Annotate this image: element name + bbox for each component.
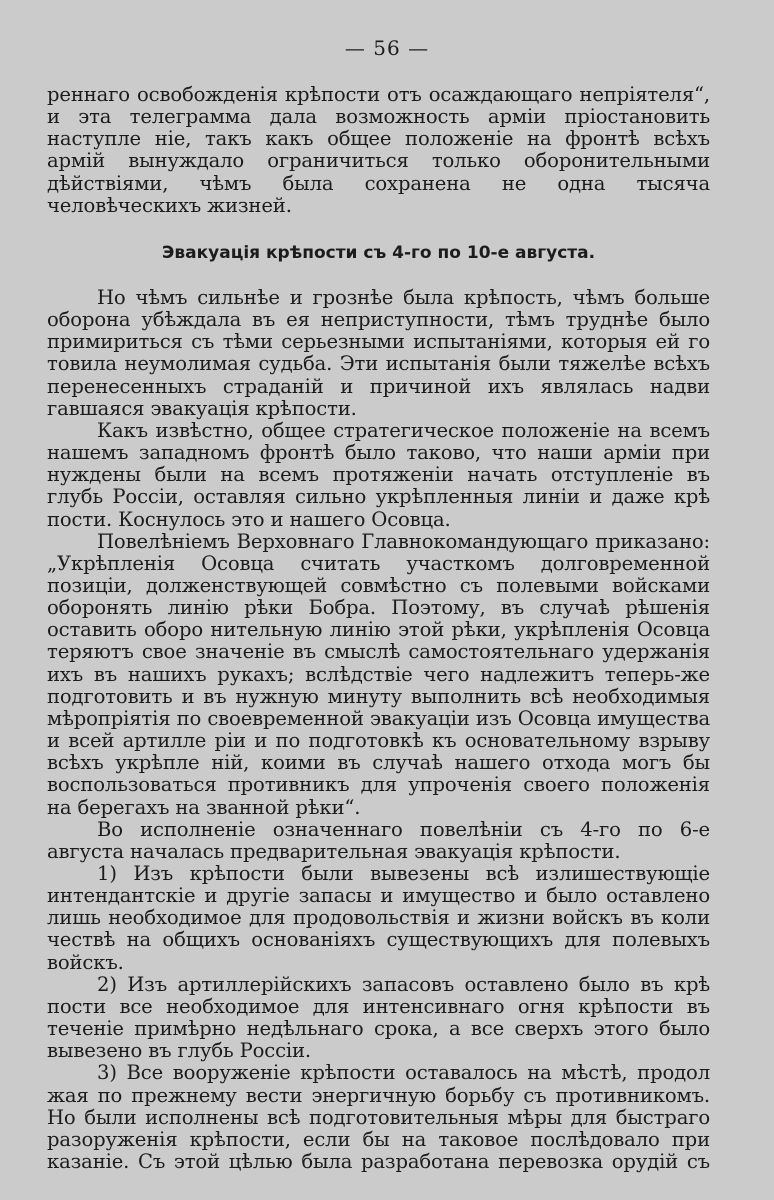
- text-line: разоруженія крѣпости, если бы на таковое послѣдовало при: [47, 1127, 710, 1151]
- text-line: жая по прежнему вести энергичную борьбу съ противникомъ.: [47, 1083, 710, 1107]
- text-line: вынуждало ограничиться только оборонительными дѣйствіями,: [47, 149, 710, 195]
- text-line: оборона убѣждала въ ея неприступности, тѣмъ труднѣе было: [47, 308, 710, 332]
- paragraph: [47, 531, 710, 819]
- text-line: „Укрѣпленія Осовца считать участкомъ долговременной позиціи,: [47, 551, 710, 597]
- numbered-paragraph: [47, 974, 710, 1063]
- text-line: глубь Россіи, оставляя сильно укрѣпленныя линіи и даже крѣ: [47, 485, 710, 509]
- text-line: Повелѣніемъ Верховнаго Главнокомандующаго приказано:: [97, 529, 710, 553]
- text-line: примириться съ тѣми серьезными испытаніями, которыя ей го: [47, 330, 710, 354]
- text-line: теченіе примѣрно недѣльнаго срока, а все сверхъ этого было: [47, 1017, 710, 1041]
- text-line: линію рѣки Бобра. Поэтому, въ случаѣ рѣшенія оставить оборо: [47, 596, 711, 642]
- text-line: Но чѣмъ сильнѣе и грознѣе была крѣпость, чѣмъ больше: [97, 285, 710, 309]
- text-line: войскъ.: [47, 950, 124, 974]
- numbered-paragraph: [47, 863, 710, 974]
- text-line: пости все необходимое для интенсивнаго огня крѣпости въ: [47, 994, 710, 1018]
- paragraph: [47, 287, 710, 420]
- text-line: своевременной эвакуаціи изъ Осовца имущества и всей артилле: [47, 706, 710, 753]
- text-line: товила неумолимая судьба. Эти испытанія были тяжелѣе всѣхъ: [47, 352, 710, 376]
- opening-paragraph: [47, 84, 710, 217]
- text-line: чѣмъ была сохранена не одна тысяча человѣческихъ жизней.: [47, 171, 710, 217]
- text-line: рукахъ; вслѣдствіе чего надлежитъ теперь-же подготовить и въ: [47, 662, 710, 708]
- paragraph: [47, 819, 710, 863]
- text-line: началась предварительная эвакуація крѣпости.: [130, 839, 621, 863]
- text-line: нужную минуту выполнить всѣ необходимыя мѣропріятія по: [47, 684, 710, 730]
- text-line: 2) Изъ артиллерійскихъ запасовъ оставлено было въ крѣ: [97, 972, 710, 996]
- text-line: 3) Все вооруженіе крѣпости оставалось на мѣстѣ, продол: [97, 1061, 710, 1085]
- text-line: реннаго освобожденія крѣпости отъ осаждающаго непріятеля“, и: [47, 83, 710, 129]
- text-line: гавшаяся эвакуація крѣпости.: [47, 396, 357, 420]
- text-line: долженствующей совмѣстно съ полевыми войсками оборонять: [47, 573, 710, 620]
- section-title: Эвакуація крѣпости съ 4-го по 10-е августа.: [161, 242, 596, 263]
- text-line: Но были исполнены всѣ подготовительныя мѣры для быстраго: [47, 1105, 710, 1129]
- text-line: нашемъ западномъ фронтѣ было таково, что наши арміи при: [47, 441, 710, 465]
- text-line: Во исполненіе означеннаго повелѣніи съ 4-го по 6-е августа: [47, 817, 710, 863]
- text-line: нительную линію этой рѣки, укрѣпленія Осовца теряютъ свое: [47, 618, 710, 664]
- text-line: интендантскіе и другіе запасы и имущество и было оставлено: [47, 884, 710, 908]
- text-line: вывезено въ глубь Россіи.: [47, 1039, 312, 1063]
- text-line: лишь необходимое для продовольствія и жизни войскъ въ коли: [47, 906, 710, 930]
- text-line: нуждены были на всемъ протяженіи начать отступленіе въ: [47, 463, 710, 487]
- text-line: пости. Коснулось это и нашего Осовца.: [47, 507, 451, 531]
- text-line: званной рѣки“.: [205, 795, 361, 819]
- text-line: перенесенныхъ страданій и причиной ихъ являлась надви: [47, 374, 710, 398]
- page-number: — 56 —: [344, 36, 430, 60]
- text-line: Какъ извѣстно, общее стратегическое положеніе на всемъ: [97, 418, 710, 442]
- text-line: значеніе въ смыслѣ самостоятельнаго удержанія ихъ въ нашихъ: [47, 640, 710, 686]
- numbered-paragraph: [47, 1062, 710, 1173]
- text-line: ріи и по подготовкѣ къ основательному взрыву всѣхъ укрѣпле: [47, 729, 710, 775]
- text-line: ній, коими въ случаѣ нашего отхода могъ бы воспользоваться: [47, 751, 710, 797]
- page-body: [47, 84, 710, 1173]
- text-line: казаніе. Съ этой цѣлью была разработана перевозка орудій съ: [47, 1150, 710, 1174]
- paragraph: [47, 420, 710, 531]
- text-line: эта телеграмма дала возможность арміи пріостановить наступле: [47, 105, 710, 151]
- text-line: противникъ для упроченія своего положенія на берегахъ на: [47, 773, 710, 819]
- text-line: чествѣ на общихъ основаніяхъ существующихъ для полевыхъ: [47, 928, 710, 952]
- text-line: 1) Изъ крѣпости были вывезены всѣ излишествующіе: [97, 862, 710, 885]
- text-line: ніе, такъ какъ общее положеніе на фронтѣ всѣхъ армій: [47, 127, 710, 173]
